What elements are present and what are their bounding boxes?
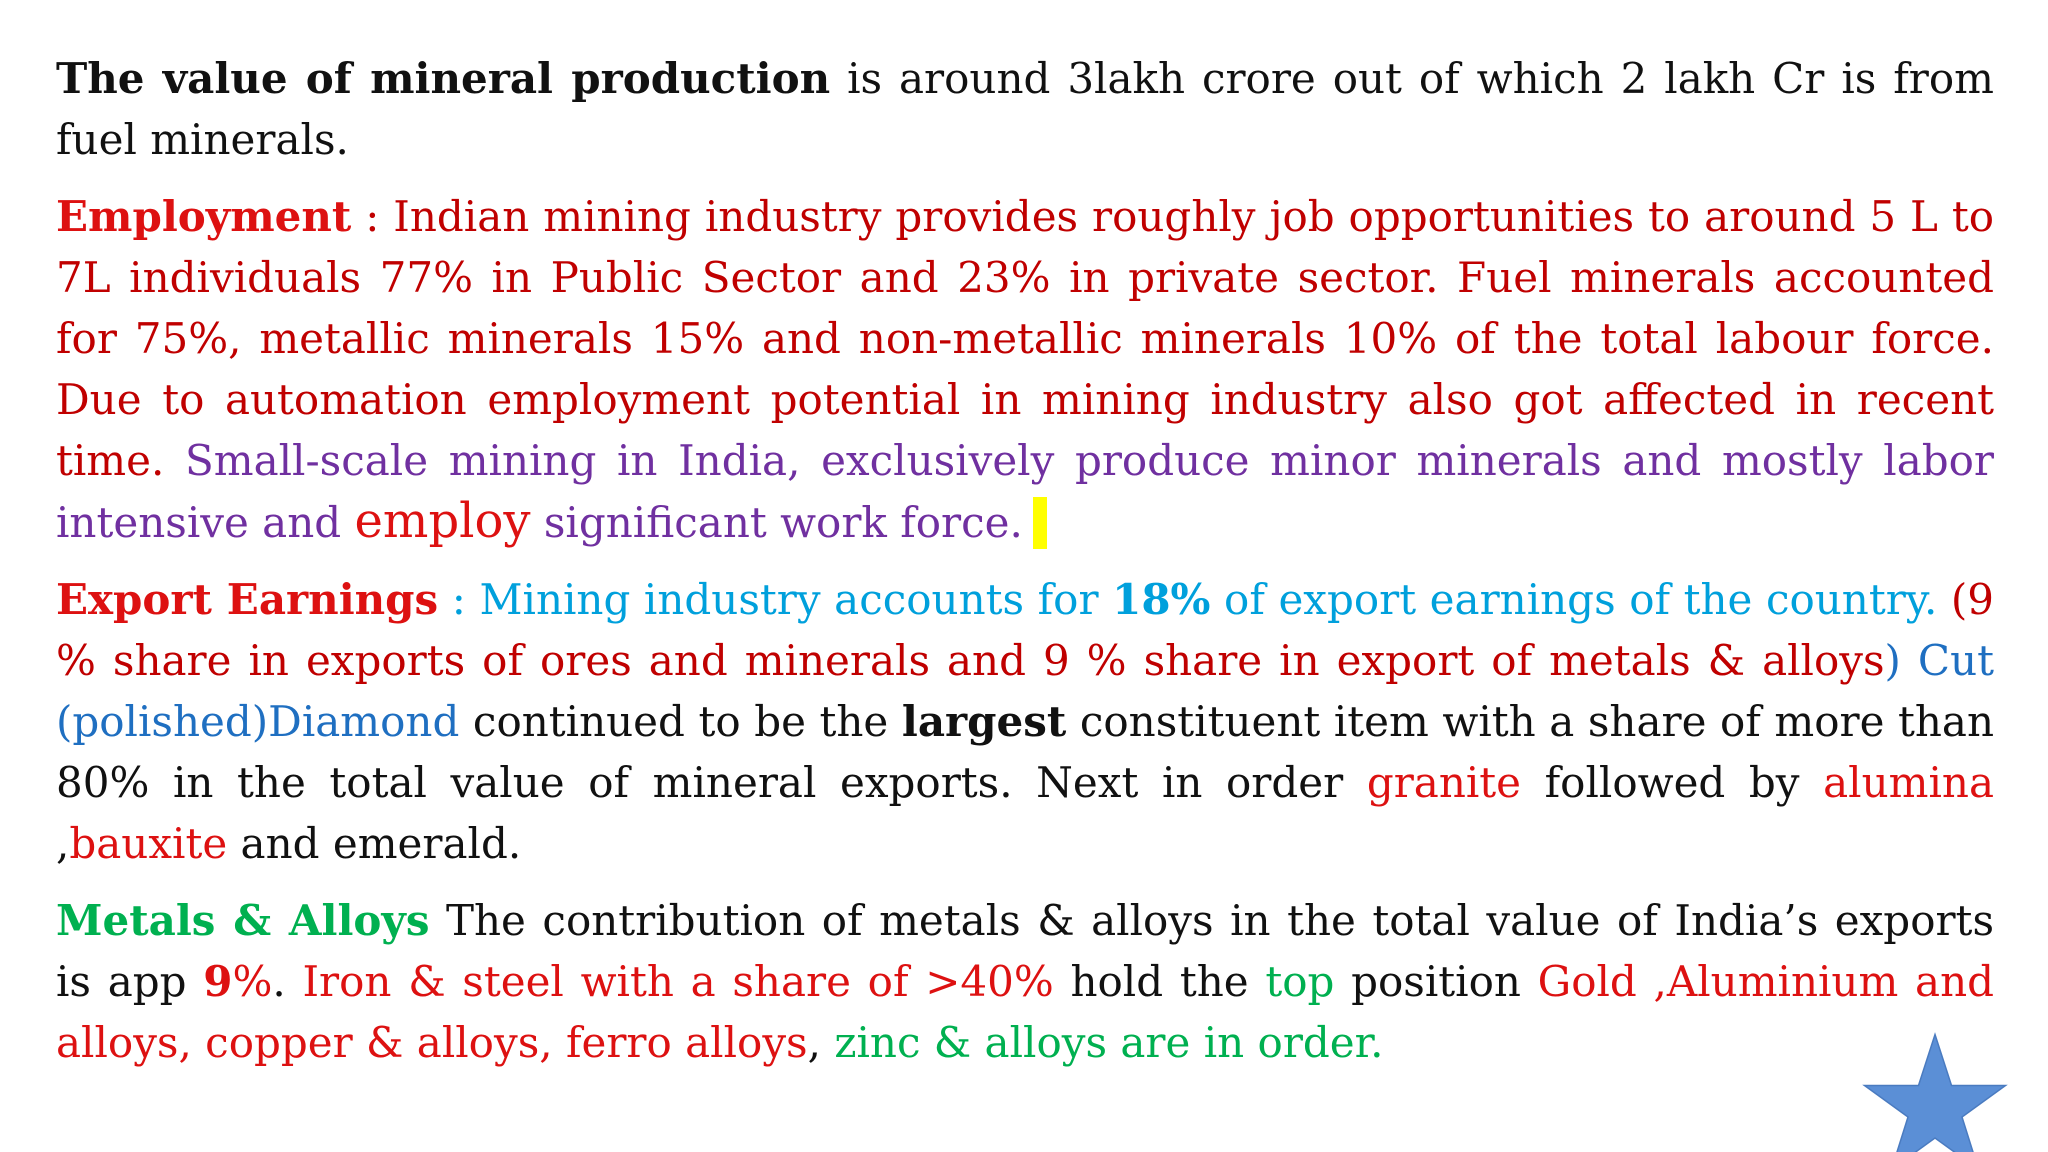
bauxite-word: bauxite xyxy=(69,819,228,868)
metals-text-1: The contribution of metals & alloys in the total value of India’s exports is app xyxy=(56,896,1994,1006)
small-scale-mining-text: Small-scale mining in India, exclusively produce minor minerals and mostly labor intensive and xyxy=(56,436,1994,547)
granite-word: granite xyxy=(1366,758,1522,807)
slide-content xyxy=(56,48,1994,1089)
export-share-18: 18% xyxy=(1112,575,1211,624)
mineral-production-text: is around 3lakh crore out of which 2 lakh Cr is from fuel minerals. xyxy=(56,54,1994,164)
heading-export-earnings: Export Earnings xyxy=(56,575,439,624)
employment-text: Indian mining industry provides roughly job opportunities to around 5 L to 7L individuals 77% in Public Sector and 23% in private sector. Fuel minerals accounted for 75%, metallic minerals 15% and non-metallic minerals 10% of the total labour force. Due to automation employment potential in mining industry also got affected in recent time. xyxy=(56,192,1994,485)
employ-word: employ xyxy=(354,493,531,549)
heading-metals-alloys: Metals & Alloys xyxy=(56,896,430,945)
followed-by-text: followed by xyxy=(1521,758,1824,807)
heading-employment: Employment xyxy=(56,192,352,241)
metals-pct: % xyxy=(232,957,273,1006)
metals-dot: . xyxy=(272,957,303,1006)
top-word: top xyxy=(1265,957,1335,1006)
paragraph-metals-alloys xyxy=(56,890,1994,1073)
paragraph-mineral-production xyxy=(56,48,1994,170)
ores-share-text: (9 % share in exports of ores and minerals and 9 % share in export of metals & alloys xyxy=(56,575,1994,685)
largest-text-2: constituent item with a share of more than 80% in the total value of mineral exports. Next in order xyxy=(56,697,1995,807)
export-text-2: of export earnings of the country. xyxy=(1210,575,1938,624)
position-text: position xyxy=(1334,957,1538,1006)
comma-text: , xyxy=(56,819,70,868)
gold-aluminium-text: Gold ,Aluminium and alloys, copper & alloys, ferro alloys xyxy=(56,957,1994,1067)
employment-separator: : xyxy=(351,192,394,241)
hold-text: hold the xyxy=(1053,957,1266,1006)
paragraph-employment xyxy=(56,186,1994,553)
paren-close: ) xyxy=(1884,636,1901,685)
comma-2: , xyxy=(807,1018,835,1067)
small-scale-mining-text-end: significant work force. xyxy=(530,498,1023,547)
text-cursor-highlight xyxy=(1033,497,1047,549)
metals-share-9: 9 xyxy=(203,957,233,1006)
alumina-word: alumina xyxy=(1823,758,1994,807)
export-separator: : xyxy=(438,575,480,624)
iron-steel-text: Iron & steel with a share of >40% xyxy=(302,957,1054,1006)
zinc-alloys-text: zinc & alloys are in order. xyxy=(834,1018,1384,1067)
star-icon xyxy=(1860,1030,2010,1152)
heading-mineral-production: The value of mineral production xyxy=(56,54,831,103)
cut-diamond-text: Cut (polished)Diamond xyxy=(56,636,1994,746)
emerald-text: and emerald. xyxy=(227,819,522,868)
largest-text-1: continued to be the xyxy=(459,697,902,746)
export-text-1: Mining industry accounts for xyxy=(479,575,1113,624)
paragraph-export-earnings xyxy=(56,569,1994,874)
largest-word: largest xyxy=(901,697,1067,746)
